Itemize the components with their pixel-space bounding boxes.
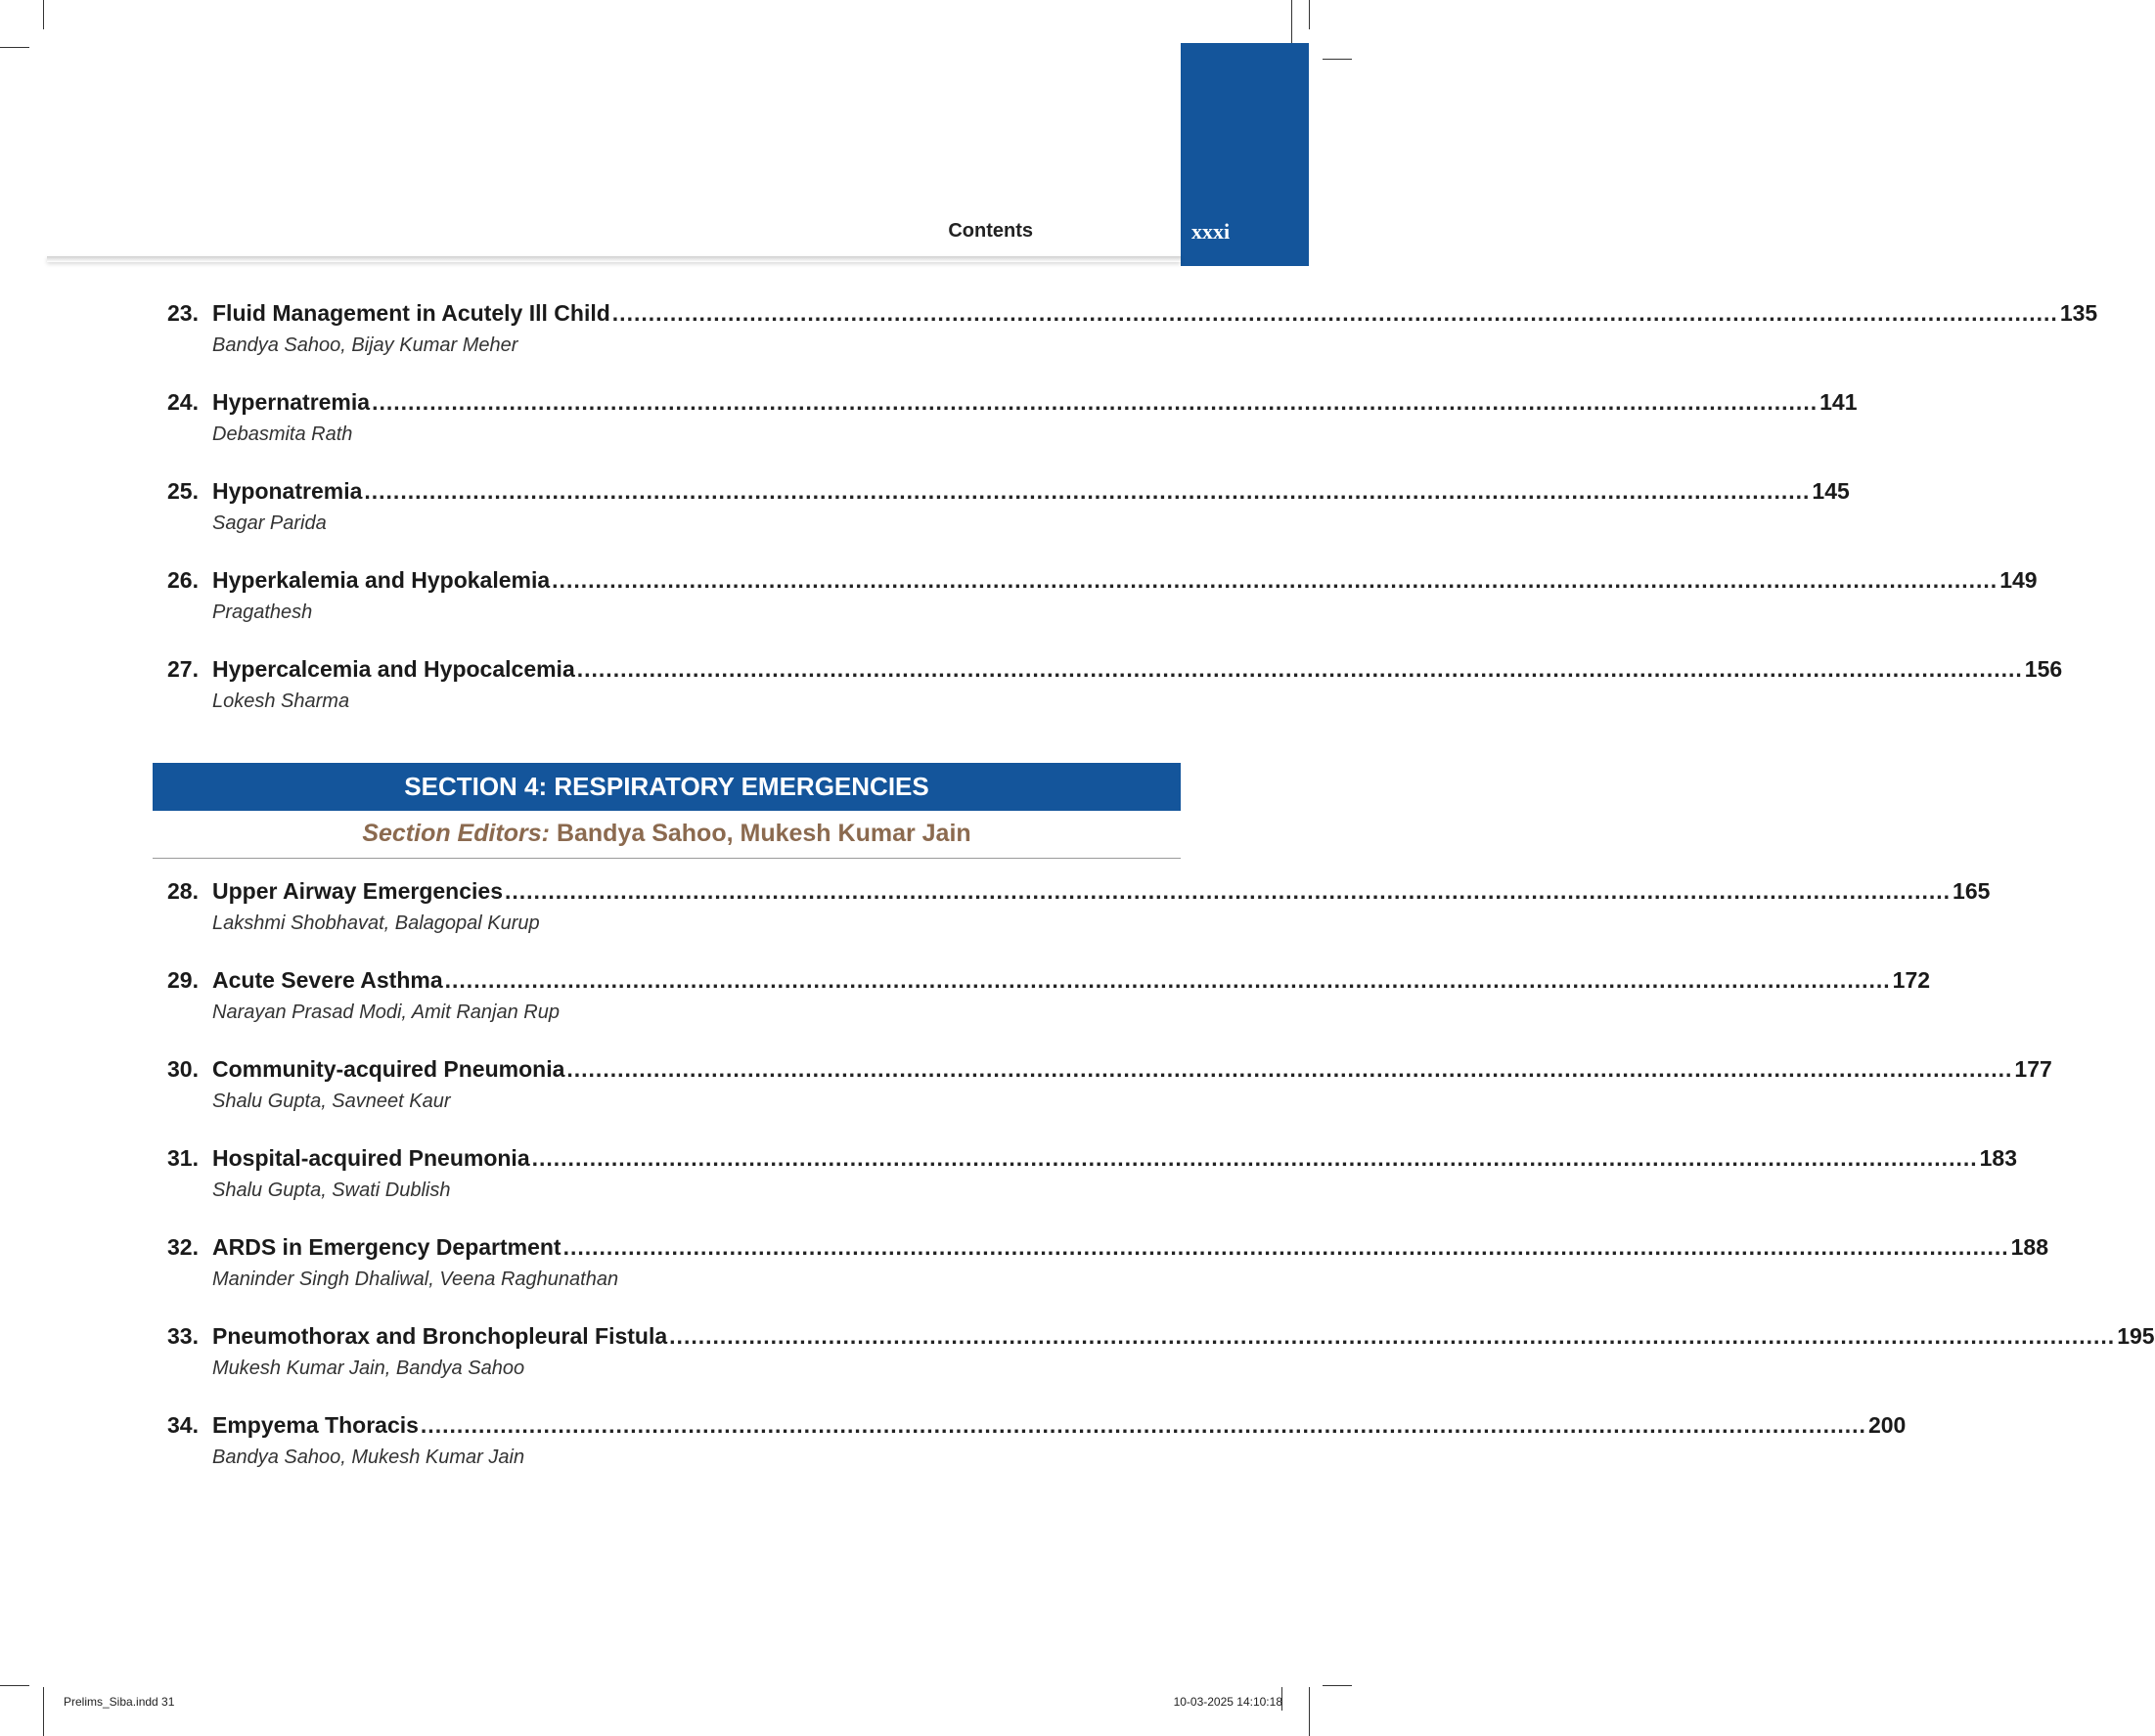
dot-leader: ........................................................................................................................................................................................................ (372, 389, 1818, 415)
toc-entry-line (167, 478, 1850, 508)
chapter-number: 32. (167, 1234, 199, 1260)
toc-entry[interactable] (167, 300, 2098, 389)
crop-mark (0, 1685, 29, 1686)
chapter-title: Community-acquired Pneumonia (212, 1056, 565, 1082)
toc-entry-line (167, 567, 2038, 597)
toc-entry[interactable] (167, 389, 1858, 478)
toc-entry[interactable] (167, 1056, 2052, 1145)
chapter-number: 29. (167, 967, 199, 993)
crop-mark (1323, 1685, 1352, 1686)
toc-entry[interactable] (167, 1412, 1907, 1501)
chapter-title: Pneumothorax and Bronchopleural Fistula (212, 1323, 668, 1349)
dot-leader: ........................................................................................................................................................................................................ (562, 1234, 2009, 1260)
chapter-authors: Debasmita Rath (212, 423, 353, 445)
dot-leader: ........................................................................................................................................................................................................ (552, 567, 1998, 593)
chapter-page-number: 149 (1999, 567, 2038, 593)
chapter-title: Hospital-acquired Pneumonia (212, 1145, 530, 1171)
dot-leader: ........................................................................................................................................................................................................ (566, 1056, 2013, 1082)
toc-entry[interactable] (167, 878, 1991, 967)
chapter-authors: Maninder Singh Dhaliwal, Veena Raghunathan (212, 1269, 619, 1290)
chapter-page-number: 177 (2014, 1056, 2052, 1082)
chapter-page-number: 135 (2059, 300, 2098, 326)
chapter-number: 27. (167, 656, 199, 682)
toc-entry-line (167, 967, 1931, 997)
chapter-title: Acute Severe Asthma (212, 967, 443, 993)
chapter-title: ARDS in Emergency Department (212, 1234, 561, 1260)
chapter-number: 26. (167, 567, 199, 593)
chapter-number: 34. (167, 1412, 199, 1438)
chapter-number: 33. (167, 1323, 199, 1349)
chapter-page-number: 156 (2024, 656, 2063, 682)
chapter-authors: Shalu Gupta, Swati Dublish (212, 1180, 451, 1201)
chapter-title: Hypercalcemia and Hypocalcemia (212, 656, 575, 682)
crop-mark (43, 0, 44, 29)
chapter-authors: Bandya Sahoo, Mukesh Kumar Jain (212, 1447, 525, 1468)
chapter-number: 28. (167, 878, 199, 904)
chapter-page-number: 165 (1953, 878, 1991, 904)
dot-leader: ........................................................................................................................................................................................................ (420, 1412, 1866, 1438)
toc-list-chapters-23-27 (167, 300, 2098, 745)
section-editors-label: Section Editors: (362, 820, 550, 847)
crop-mark (43, 1687, 44, 1736)
chapter-number: 31. (167, 1145, 199, 1171)
chapter-title: Upper Airway Emergencies (212, 878, 503, 904)
chapter-authors: Lakshmi Shobhavat, Balagopal Kurup (212, 913, 540, 934)
running-title: Contents (948, 220, 1033, 242)
dot-leader: ........................................................................................................................................................................................................ (505, 878, 1952, 904)
crop-mark (0, 47, 29, 48)
slug-timestamp: 10-03-2025 14:10:18 (1173, 1695, 1282, 1709)
chapter-page-number: 183 (1979, 1145, 2018, 1171)
dot-leader: ........................................................................................................................................................................................................ (531, 1145, 1978, 1171)
toc-entry-line (167, 1056, 2052, 1086)
chapter-title: Hypernatremia (212, 389, 371, 415)
section-editors (153, 820, 1181, 848)
chapter-authors: Mukesh Kumar Jain, Bandya Sahoo (212, 1358, 525, 1379)
chapter-number: 30. (167, 1056, 199, 1082)
chapter-authors: Lokesh Sharma (212, 690, 350, 712)
chapter-number: 24. (167, 389, 199, 415)
toc-list-chapters-28-34 (167, 878, 2155, 1501)
chapter-title: Fluid Management in Acutely Ill Child (212, 300, 610, 326)
chapter-page-number: 172 (1892, 967, 1931, 993)
toc-entry-line (167, 300, 2098, 330)
chapter-page-number: 195 (2117, 1323, 2155, 1349)
chapter-authors: Bandya Sahoo, Bijay Kumar Meher (212, 334, 518, 356)
dot-leader: ........................................................................................................................................................................................................ (444, 967, 1891, 993)
chapter-page-number: 188 (2010, 1234, 2048, 1260)
chapter-title: Hyponatremia (212, 478, 363, 504)
dot-leader: ........................................................................................................................................................................................................ (669, 1323, 2116, 1349)
header-rule (47, 256, 1181, 262)
chapter-authors: Pragathesh (212, 601, 313, 623)
chapter-page-number: 141 (1819, 389, 1858, 415)
chapter-authors: Shalu Gupta, Savneet Kaur (212, 1091, 451, 1112)
crop-mark (1323, 59, 1352, 60)
toc-entry-line (167, 656, 2063, 686)
chapter-authors: Sagar Parida (212, 512, 327, 534)
crop-mark (1309, 1687, 1310, 1736)
chapter-title: Empyema Thoracis (212, 1412, 419, 1438)
toc-entry-line (167, 1145, 2018, 1175)
dot-leader: ........................................................................................................................................................................................................ (611, 300, 2058, 326)
crop-mark (1291, 0, 1292, 49)
chapter-title: Hyperkalemia and Hypokalemia (212, 567, 551, 593)
chapter-page-number: 145 (1812, 478, 1850, 504)
toc-entry-line (167, 389, 1858, 419)
toc-entry-line (167, 878, 1991, 908)
toc-entry-line (167, 1234, 2048, 1264)
slug-file: Prelims_Siba.indd 31 (64, 1695, 175, 1709)
toc-entry[interactable] (167, 567, 2038, 656)
toc-entry[interactable] (167, 1234, 2048, 1323)
section-divider (153, 858, 1181, 859)
section-banner: SECTION 4: RESPIRATORY EMERGENCIES (153, 763, 1181, 811)
section-editors-names: Bandya Sahoo, Mukesh Kumar Jain (556, 820, 971, 847)
dot-leader: ........................................................................................................................................................................................................ (576, 656, 2023, 682)
dot-leader: ........................................................................................................................................................................................................ (364, 478, 1811, 504)
chapter-page-number: 200 (1867, 1412, 1907, 1438)
chapter-authors: Narayan Prasad Modi, Amit Ranjan Rup (212, 1002, 560, 1023)
toc-entry[interactable] (167, 478, 1850, 567)
chapter-number: 23. (167, 300, 199, 326)
chapter-number: 25. (167, 478, 199, 504)
crop-mark (1309, 0, 1310, 29)
toc-entry[interactable] (167, 1323, 2155, 1412)
page-number: xxxi (1191, 219, 1231, 244)
toc-entry[interactable] (167, 1145, 2018, 1234)
toc-entry[interactable] (167, 967, 1931, 1056)
toc-entry-line (167, 1412, 1907, 1442)
toc-entry-line (167, 1323, 2155, 1353)
toc-entry[interactable] (167, 656, 2063, 745)
